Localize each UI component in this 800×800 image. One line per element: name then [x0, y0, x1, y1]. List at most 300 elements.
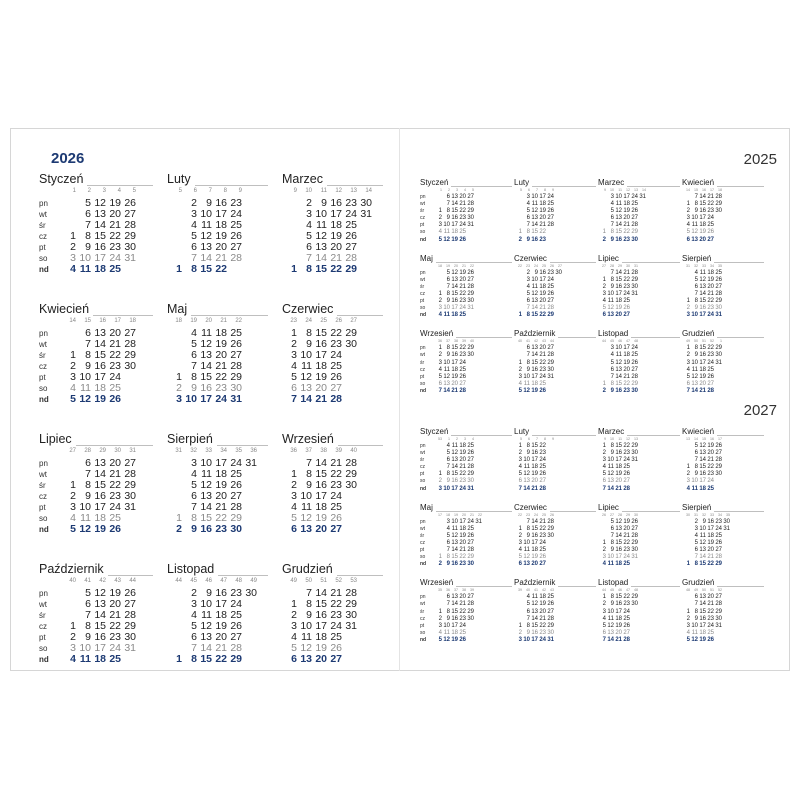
day-cell: 13 [699, 547, 706, 554]
week-number: 37 [305, 448, 312, 454]
day-cell: 6 [694, 283, 698, 290]
day-cell: 14 [451, 547, 458, 554]
day-cell: 21 [451, 387, 458, 394]
month-header [420, 576, 512, 587]
week-number: 7 [536, 188, 538, 192]
day-cell: 16 [531, 366, 538, 373]
week-number: 44 [550, 339, 554, 344]
day-cell: 2 [602, 387, 606, 394]
day-cell: 25 [547, 201, 554, 208]
day-cell: 21 [707, 194, 714, 200]
week-number: 26 [550, 263, 554, 268]
day-grid [682, 345, 722, 395]
day-cell: 2 [176, 382, 182, 394]
day-cell: 27 [230, 490, 242, 502]
week-number: 16 [710, 437, 714, 441]
day-cell: 22 [109, 349, 121, 361]
day-row [167, 469, 257, 480]
day-cell: 9 [446, 615, 450, 622]
day-cell: 26 [330, 371, 342, 383]
day-cell: 21 [459, 547, 466, 554]
day-cell: 21 [109, 219, 121, 231]
day-cell: 13 [523, 478, 530, 485]
day-cell: 15 [94, 620, 106, 632]
day-row [434, 471, 474, 478]
day-row [682, 201, 722, 208]
day-cell [546, 464, 554, 471]
day-cell: 14 [451, 283, 458, 290]
day-row [598, 630, 638, 637]
day-cell: 2 [438, 215, 442, 222]
week-number: 20 [462, 512, 466, 517]
day-cell: 26 [467, 532, 474, 539]
day-cell: 23 [230, 197, 242, 209]
day-cell: 6 [291, 653, 297, 665]
day-row [682, 284, 722, 291]
week-number: 35 [438, 588, 442, 593]
day-cell [474, 547, 482, 554]
day-cell: 20 [539, 298, 546, 305]
weekday-label-śr: śr [420, 208, 425, 215]
day-row [682, 270, 722, 277]
day-cell: 14 [451, 464, 458, 471]
day-cell: 22 [215, 263, 227, 275]
weekday-label-wt: wt [39, 210, 47, 219]
day-cell: 6 [526, 298, 530, 305]
day-cell: 3 [526, 194, 530, 200]
day-cell: 28 [623, 636, 630, 643]
day-cell [242, 599, 257, 610]
weekday-label-pn: pn [420, 518, 426, 525]
day-row [514, 284, 562, 291]
day-cell: 13 [451, 276, 458, 283]
day-cell: 16 [94, 360, 106, 372]
day-cell: 20 [623, 525, 630, 532]
month-2027-11 [598, 576, 680, 644]
day-cell [630, 464, 638, 471]
weekday-label-cz: cz [420, 464, 425, 471]
day-cell: 9 [526, 532, 530, 539]
week-number: 2 [456, 437, 458, 441]
year-title-2027: 2027 [743, 402, 777, 419]
day-cell: 17 [623, 345, 630, 352]
month-header [682, 252, 764, 263]
week-number: 17 [710, 188, 714, 192]
day-row [682, 609, 722, 616]
day-cell: 30 [345, 479, 357, 491]
day-cell: 10 [79, 501, 91, 513]
day-cell: 17 [615, 554, 622, 561]
day-cell: 5 [291, 512, 297, 524]
day-row [598, 270, 638, 277]
week-number: 36 [446, 588, 450, 593]
week-number: 30 [626, 263, 630, 268]
week-number: 11 [618, 188, 622, 192]
month-2025-1 [420, 176, 512, 244]
day-cell: 23 [459, 215, 466, 222]
day-cell: 28 [467, 201, 474, 208]
day-cell: 21 [615, 636, 622, 643]
day-cell: 30 [124, 490, 136, 502]
day-cell: 12 [691, 373, 698, 380]
day-cell [434, 284, 442, 291]
month-2027-7 [598, 501, 680, 569]
week-number: 16 [702, 188, 706, 192]
week-number: 24 [534, 263, 538, 268]
day-cell: 7 [446, 601, 450, 608]
day-cell: 30 [467, 352, 474, 359]
day-cell: 10 [615, 345, 622, 352]
day-row [682, 291, 722, 298]
day-cell: 18 [215, 468, 227, 480]
day-cell: 24 [109, 642, 121, 654]
day-cell: 15 [94, 230, 106, 242]
day-cell: 3 [686, 215, 690, 222]
month-2027-5 [420, 501, 512, 569]
day-cell: 29 [124, 620, 136, 632]
day-cell: 20 [615, 312, 622, 319]
day-cell [630, 471, 638, 478]
day-grid [282, 328, 357, 405]
week-number: 17 [438, 512, 442, 517]
day-row [434, 374, 474, 381]
day-row [434, 345, 474, 352]
day-cell: 4 [686, 485, 690, 492]
week-number: 7 [208, 188, 212, 194]
day-cell: 15 [699, 608, 706, 615]
day-cell: 16 [699, 352, 706, 359]
day-cell: 18 [451, 229, 458, 236]
day-cell: 27 [715, 594, 722, 601]
day-cell: 6 [526, 608, 530, 615]
month-days [420, 443, 512, 493]
month-name: Sierpień [682, 502, 712, 512]
day-cell: 21 [315, 393, 327, 405]
day-cell: 9 [610, 283, 614, 290]
day-cell: 16 [531, 629, 538, 636]
day-cell: 2 [686, 615, 690, 622]
day-cell: 3 [70, 371, 76, 383]
day-cell [242, 491, 257, 502]
day-cell: 15 [451, 290, 458, 297]
day-cell [121, 383, 136, 394]
weekday-label-pt: pt [420, 471, 425, 478]
day-row [514, 388, 554, 395]
day-cell: 10 [443, 222, 450, 229]
week-number: 40 [69, 578, 76, 584]
weekday-label-cz: cz [420, 215, 425, 222]
month-name: Listopad [598, 578, 629, 588]
day-cell: 6 [694, 594, 698, 601]
day-cell: 16 [615, 547, 622, 554]
day-cell: 22 [707, 298, 714, 305]
day-cell: 1 [602, 229, 606, 236]
day-cell: 3 [291, 349, 297, 361]
day-cell: 30 [631, 601, 638, 608]
day-cell: 5 [446, 269, 450, 276]
day-grid [598, 194, 646, 244]
month-name: Luty [167, 172, 191, 186]
day-cell: 11 [607, 561, 614, 568]
week-number: 14 [694, 437, 698, 441]
day-cell: 8 [526, 443, 530, 449]
day-cell: 5 [438, 236, 442, 243]
day-grid [514, 194, 554, 244]
day-row [514, 381, 554, 388]
day-cell: 16 [699, 615, 706, 622]
day-cell: 23 [345, 197, 357, 209]
day-row [434, 450, 474, 457]
day-cell [598, 352, 606, 359]
day-cell: 19 [699, 229, 706, 236]
day-cell: 17 [699, 312, 706, 319]
day-cell: 1 [70, 620, 76, 632]
day-cell [121, 524, 136, 535]
day-cell [242, 480, 257, 491]
day-cell: 18 [699, 222, 706, 229]
day-cell: 18 [615, 464, 622, 471]
week-number: 11 [618, 437, 622, 441]
day-cell [714, 630, 722, 637]
day-cell: 29 [230, 512, 242, 524]
day-cell: 16 [315, 338, 327, 350]
week-number: 27 [558, 263, 562, 268]
day-cell: 15 [315, 327, 327, 339]
day-row [514, 312, 562, 319]
day-cell: 27 [547, 608, 554, 615]
day-cell: 20 [707, 547, 714, 554]
day-cell: 9 [191, 382, 197, 394]
day-cell: 28 [547, 305, 554, 312]
weekday-labels [420, 345, 434, 395]
day-cell: 20 [623, 215, 630, 222]
day-cell: 11 [301, 501, 312, 513]
day-cell: 22 [539, 359, 546, 366]
day-row [514, 637, 554, 644]
day-cell [434, 457, 442, 464]
day-cell: 10 [691, 478, 698, 485]
day-cell: 21 [109, 609, 121, 621]
week-number: 6 [193, 188, 197, 194]
day-cell [282, 220, 297, 231]
day-cell: 13 [615, 366, 622, 373]
day-cell: 15 [451, 471, 458, 478]
day-cell: 21 [707, 290, 714, 297]
day-cell: 18 [531, 380, 538, 387]
day-cell: 23 [109, 241, 121, 253]
day-cell [546, 561, 554, 568]
day-grid [434, 519, 482, 569]
month-days [167, 328, 268, 405]
day-cell: 28 [547, 222, 554, 229]
day-cell: 6 [602, 478, 606, 485]
month-name: Lipiec [598, 253, 619, 263]
day-cell: 8 [694, 201, 698, 208]
day-cell [466, 388, 474, 395]
day-cell: 3 [602, 457, 606, 464]
day-cell: 18 [215, 219, 227, 231]
day-cell [638, 215, 646, 222]
day-cell: 11 [691, 485, 698, 492]
day-cell: 23 [707, 305, 714, 312]
day-cell: 5 [526, 601, 530, 608]
day-cell: 2 [518, 532, 522, 539]
day-cell: 17 [615, 457, 622, 464]
day-cell: 16 [615, 450, 622, 457]
week-number: 9 [604, 188, 606, 192]
month-2025-8 [682, 252, 764, 320]
day-cell: 20 [459, 539, 466, 546]
day-cell: 8 [526, 622, 530, 629]
day-cell: 26 [631, 518, 638, 525]
day-cell: 18 [699, 485, 706, 492]
day-cell: 26 [330, 512, 342, 524]
day-cell [167, 220, 182, 231]
day-cell: 15 [451, 608, 458, 615]
day-cell: 7 [191, 252, 197, 264]
day-cell: 15 [94, 349, 106, 361]
day-cell [546, 486, 554, 493]
day-cell: 20 [459, 194, 466, 200]
day-cell [466, 312, 474, 319]
week-number: 7 [536, 437, 538, 441]
day-cell: 10 [79, 252, 91, 264]
weekday-labels [420, 194, 434, 244]
day-cell: 20 [315, 523, 327, 535]
month-2027-8 [682, 501, 764, 569]
day-cell: 15 [699, 464, 706, 471]
day-row [514, 464, 554, 471]
month-rule [714, 511, 764, 512]
day-cell [598, 222, 606, 229]
day-cell: 14 [607, 485, 614, 492]
day-cell [282, 198, 297, 209]
month-days [167, 198, 268, 275]
week-number: 1 [72, 188, 76, 194]
week-number: 4 [472, 437, 474, 441]
day-row [598, 561, 638, 568]
week-number: 3 [102, 188, 106, 194]
weekday-label-so: so [420, 554, 426, 561]
week-number: 9 [238, 188, 242, 194]
day-cell: 11 [531, 594, 538, 601]
day-cell: 17 [200, 393, 212, 405]
day-row [514, 554, 554, 561]
month-rule [108, 575, 153, 576]
day-cell: 18 [531, 547, 538, 554]
day-row [514, 270, 562, 277]
day-cell: 19 [109, 587, 121, 599]
day-cell: 15 [531, 312, 538, 319]
day-cell: 17 [94, 252, 106, 264]
week-number: 48 [235, 578, 242, 584]
day-cell: 12 [300, 512, 312, 524]
day-cell: 30 [715, 305, 722, 312]
week-number: 5 [520, 437, 522, 441]
day-cell [342, 491, 357, 502]
day-cell: 5 [438, 636, 442, 643]
day-cell: 18 [315, 501, 327, 513]
day-row [434, 637, 474, 644]
day-row [167, 599, 257, 610]
day-cell: 2 [70, 241, 76, 253]
day-cell: 12 [79, 523, 91, 535]
day-cell: 22 [109, 479, 121, 491]
day-cell: 10 [607, 554, 614, 561]
day-cell: 22 [623, 594, 630, 601]
month-rule [627, 435, 680, 436]
day-cell: 28 [467, 283, 474, 290]
day-cell: 29 [715, 345, 722, 352]
day-cell: 20 [109, 457, 121, 469]
day-cell: 6 [610, 366, 614, 373]
day-cell: 5 [70, 393, 76, 405]
day-cell: 29 [631, 380, 638, 387]
month-rule [436, 511, 512, 512]
day-cell: 28 [124, 219, 136, 231]
weekday-label-pn: pn [39, 459, 48, 468]
day-cell: 25 [109, 263, 121, 275]
month-rule [76, 445, 153, 446]
day-cell: 11 [531, 283, 538, 290]
week-number: 47 [626, 588, 630, 593]
day-cell: 17 [451, 222, 458, 229]
week-number: 35 [718, 263, 722, 268]
week-number: 52 [335, 578, 342, 584]
week-number: 42 [542, 588, 546, 593]
day-row [514, 519, 554, 526]
day-cell: 29 [467, 290, 474, 297]
day-cell: 11 [443, 366, 450, 373]
day-cell: 26 [623, 622, 630, 629]
month-2027-6 [514, 501, 596, 569]
day-cell: 13 [531, 608, 538, 615]
day-row [282, 220, 372, 231]
day-row [514, 291, 562, 298]
day-cell: 27 [715, 283, 722, 290]
week-number: 13 [634, 437, 638, 441]
month-2026-4 [39, 299, 153, 405]
day-cell: 16 [531, 450, 538, 457]
day-cell: 1 [686, 201, 690, 208]
day-cell: 11 [607, 464, 614, 471]
weekday-label-so: so [39, 514, 48, 523]
day-cell [434, 270, 442, 277]
day-cell: 7 [85, 468, 91, 480]
day-cell [598, 270, 606, 277]
day-cell: 19 [615, 305, 622, 312]
day-cell: 14 [531, 615, 538, 622]
month-header [39, 429, 153, 446]
day-cell: 14 [315, 252, 327, 264]
day-cell [638, 229, 646, 236]
day-cell: 23 [109, 631, 121, 643]
day-cell: 29 [467, 208, 474, 215]
day-row [514, 457, 554, 464]
day-cell: 23 [459, 561, 466, 568]
day-cell: 18 [707, 269, 714, 276]
day-cell: 18 [451, 629, 458, 636]
week-number: 23 [526, 263, 530, 268]
day-row [514, 215, 554, 222]
day-cell: 23 [623, 387, 630, 394]
day-cell: 22 [707, 561, 714, 568]
day-cell: 10 [79, 371, 91, 383]
day-cell: 14 [94, 219, 106, 231]
day-cell: 10 [523, 457, 530, 464]
day-cell: 28 [345, 457, 357, 469]
day-cell: 25 [539, 547, 546, 554]
